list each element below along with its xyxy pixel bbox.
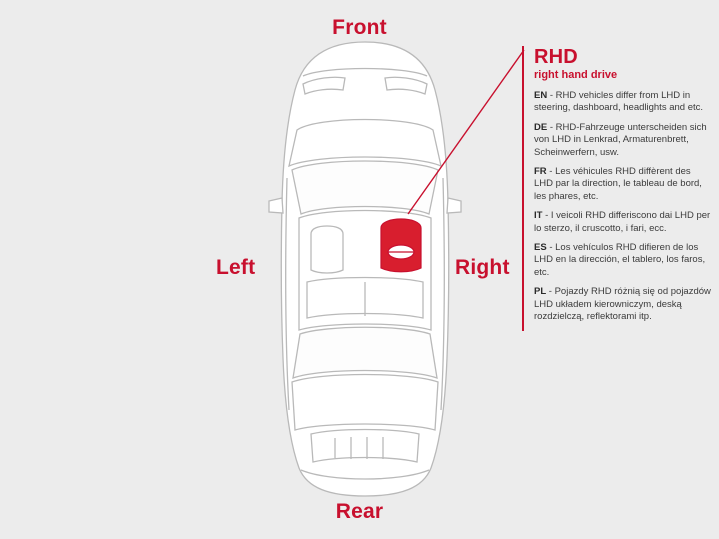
lang-block-es (534, 242, 712, 279)
orientation-label-front: Front (332, 16, 387, 39)
info-subtitle: right hand drive (534, 69, 618, 81)
lang-sep-pl: - (546, 286, 555, 298)
lang-block-de (534, 122, 712, 159)
lang-sep-es: - (546, 242, 556, 254)
lang-block-it (534, 210, 712, 235)
lang-text-fr: Les véhicules RHD diffèrent des LHD par la direction, le tableau de bord, les phares, etc. (534, 166, 702, 202)
lang-block-pl (534, 286, 712, 323)
orientation-label-left: Left (216, 256, 256, 279)
lang-sep-de: - (547, 121, 556, 133)
lang-text-it: I veicoli RHD differiscono dai LHD per lo sterzo, il cruscotto, i fari, ecc. (534, 210, 711, 234)
lang-code-pl: PL (534, 286, 547, 298)
info-title: RHD (534, 46, 578, 68)
lang-block-fr (534, 166, 712, 203)
lang-sep-it: - (542, 210, 551, 222)
car-top-view-illustration (245, 38, 485, 500)
orientation-label-rear: Rear (335, 500, 384, 523)
lang-text-de: RHD-Fahrzeuge unterscheiden sich von LHD in Lenkrad, Armaturenbrett, Scheinwerfern, usw. (534, 121, 707, 158)
lang-code-en: EN (534, 90, 548, 101)
orientation-label-right: Right (455, 256, 510, 279)
lang-text-pl: Pojazdy RHD różnią się od pojazdów LHD układem kierowniczym, deską rozdzielczą, reflektorami itp. (534, 286, 711, 323)
rhd-highlight (381, 219, 421, 272)
lang-sep-en: - (547, 90, 556, 101)
lang-code-fr: FR (534, 166, 547, 178)
lang-code-es: ES (534, 242, 547, 254)
lang-block-en (534, 90, 712, 115)
lang-text-es: Los vehículos RHD difieren de los LHD en la dirección, el tablero, los faros, etc. (534, 242, 706, 278)
lang-sep-fr: - (546, 166, 556, 178)
lang-code-it: IT (534, 210, 543, 222)
lang-code-de: DE (534, 121, 548, 133)
rhd-info-panel (522, 46, 712, 331)
lang-text-en: RHD vehicles differ from LHD in steering, dashboard, headlights and etc. (534, 90, 704, 114)
